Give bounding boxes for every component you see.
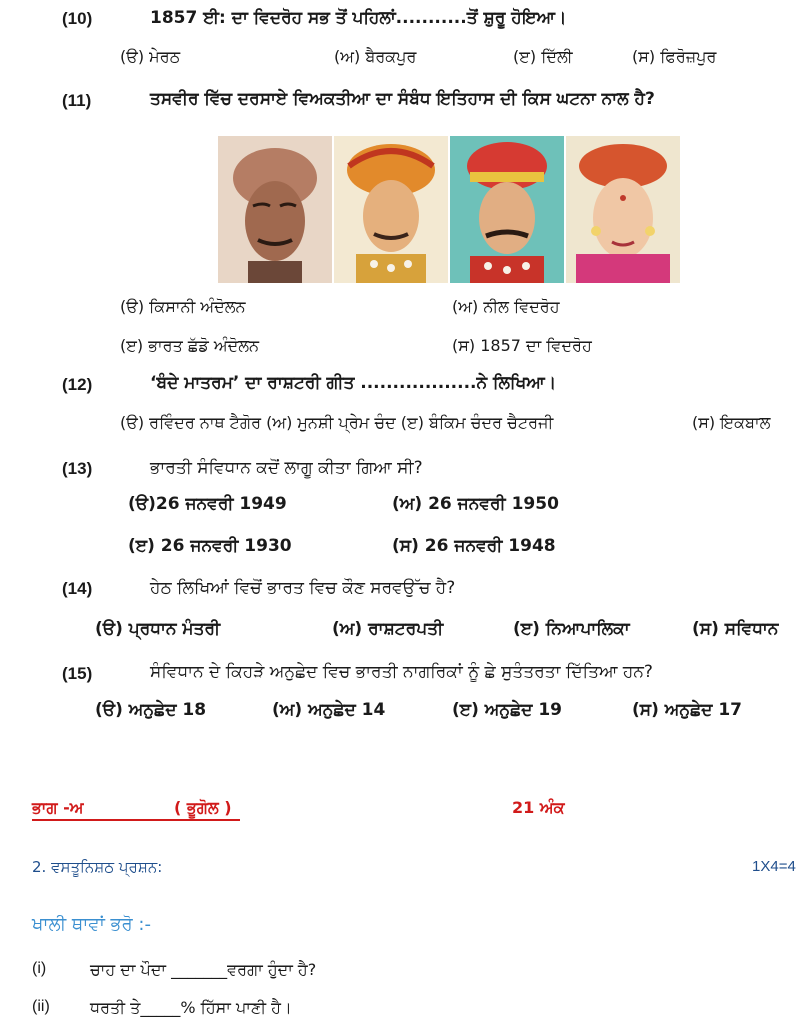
blank-item-text: ਚਾਹ ਦਾ ਪੌਦਾ _______ਵਰਗਾ ਹੁੰਦਾ ਹੈ?: [90, 960, 317, 979]
option-d: (ਸ) 26 ਜਨਵਰੀ 1948: [392, 536, 556, 556]
option-c: (ੲ) ਨਿਆਪਾਲਿਕਾ: [513, 619, 630, 639]
option-a-b-c: (ੳ) ਰਵਿੰਦਰ ਨਾਥ ਟੈਗੋਰ (ਅ) ਮੁਨਸ਼ੀ ਪ੍ਰੇਮ ਚੰਦ (ੲ) ਬੰਕਿਮ ਚੰਦਰ ਚੈਟਰਜੀ: [120, 413, 554, 432]
section-part: ਭਾਗ -ਅ: [32, 798, 84, 817]
option-b: (ਅ) ਨੀਲ ਵਿਦਰੋਹ: [452, 297, 560, 316]
option-c: (ੲ) 26 ਜਨਵਰੀ 1930: [128, 536, 292, 556]
objective-heading: 2. ਵਸਤੂਨਿਸ਼ਠ ਪ੍ਰਸ਼ਨ:: [32, 858, 163, 876]
option-b: (ਅ) ਅਨੁਛੇਦ 14: [272, 700, 386, 720]
option-b: (ਅ) ਰਾਸ਼ਟਰਪਤੀ: [332, 619, 444, 639]
option-a: (ੳ) ਕਿਸਾਨੀ ਅੰਦੋਲਨ: [120, 297, 246, 316]
question-text: ਭਾਰਤੀ ਸੰਵਿਧਾਨ ਕਦੋਂ ਲਾਗੂ ਕੀਤਾ ਗਿਆ ਸੀ?: [150, 458, 423, 478]
option-a: (ੳ)26 ਜਨਵਰੀ 1949: [128, 494, 287, 514]
option-d: (ਸ) 1857 ਦਾ ਵਿਦਰੋਹ: [452, 336, 592, 355]
question-text: ‘ਬੰਦੇ ਮਾਤਰਮ’ ਦਾ ਰਾਸ਼ਟਰੀ ਗੀਤ ..................ਨੇ ਲਿਖਿਆ।: [150, 373, 557, 393]
question-number: (13): [62, 459, 93, 478]
option-d: (ਸ) ਫਿਰੋਜ਼ਪੁਰ: [632, 47, 717, 66]
option-c: (ੲ) ਦਿੱਲੀ: [513, 47, 573, 66]
portrait-image: [450, 136, 564, 283]
question-text: ਤਸਵੀਰ ਵਿੱਚ ਦਰਸਾਏ ਵਿਅਕਤੀਆ ਦਾ ਸੰਬੰਧ ਇਤਿਹਾਸ ਦੀ ਕਿਸ ਘਟਨਾ ਨਾਲ ਹੈ?: [150, 89, 655, 109]
blank-item-number: (ii): [32, 998, 50, 1015]
option-a: (ੳ) ਅਨੁਛੇਦ 18: [95, 700, 207, 720]
portrait-image: [218, 136, 332, 283]
question-number: (15): [62, 664, 93, 683]
blank-item-number: (i): [32, 960, 47, 977]
fill-blanks-heading: ਖਾਲੀ ਥਾਵਾਂ ਭਰੋ :-: [32, 914, 151, 935]
option-d: (ਸ) ਅਨੁਛੇਦ 17: [632, 700, 743, 720]
option-b: (ਅ) 26 ਜਨਵਰੀ 1950: [392, 494, 559, 514]
question-number: (14): [62, 579, 93, 598]
question-number: (10): [62, 9, 93, 28]
blank-item-text: ਧਰਤੀ ਤੇ_____% ਹਿੱਸਾ ਪਾਣੀ ਹੈ।: [90, 998, 292, 1017]
option-d: (ਸ) ਇਕਬਾਲ: [692, 413, 771, 432]
question-text: ਸੰਵਿਧਾਨ ਦੇ ਕਿਹੜੇ ਅਨੁਛੇਦ ਵਿਚ ਭਾਰਤੀ ਨਾਗਰਿਕਾਂ ਨੂੰ ਛੇ ਸੁਤੰਤਰਤਾ ਦਿੱਤਿਆ ਹਨ?: [150, 662, 653, 682]
option-a: (ੳ) ਪ੍ਰਧਾਨ ਮੰਤਰੀ: [95, 619, 221, 639]
portrait-image: [566, 136, 680, 283]
option-a: (ੳ) ਮੇਰਠ: [120, 47, 181, 66]
option-c: (ੲ) ਭਾਰਤ ਛੱਡੋ ਅੰਦੋਲਨ: [120, 336, 260, 355]
objective-marks: 1X4=4: [752, 858, 796, 875]
question-number: (12): [62, 375, 93, 394]
question-number: (11): [62, 91, 92, 110]
section-heading-underline: [32, 798, 240, 821]
section-marks: 21 ਅੰਕ: [512, 798, 565, 817]
portrait-image: [334, 136, 448, 283]
question-text: 1857 ਈ: ਦਾ ਵਿਦਰੋਹ ਸਭ ਤੋਂ ਪਹਿਲਾਂ...........ਤੋਂ ਸ਼ੁਰੂ ਹੋਇਆ।: [150, 8, 567, 28]
option-b: (ਅ) ਬੈਰਕਪੁਰ: [334, 47, 417, 66]
portraits-strip: [218, 136, 685, 283]
option-c: (ੲ) ਅਨੁਛੇਦ 19: [452, 700, 563, 720]
option-d: (ਸ) ਸਵਿਧਾਨ: [692, 619, 779, 639]
section-subject: ( ਭੂਗੋਲ ): [174, 798, 232, 817]
question-text: ਹੇਠ ਲਿਖਿਆਂ ਵਿਚੋਂ ਭਾਰਤ ਵਿਚ ਕੌਣ ਸਰਵਉੱਚ ਹੈ?: [150, 578, 456, 598]
